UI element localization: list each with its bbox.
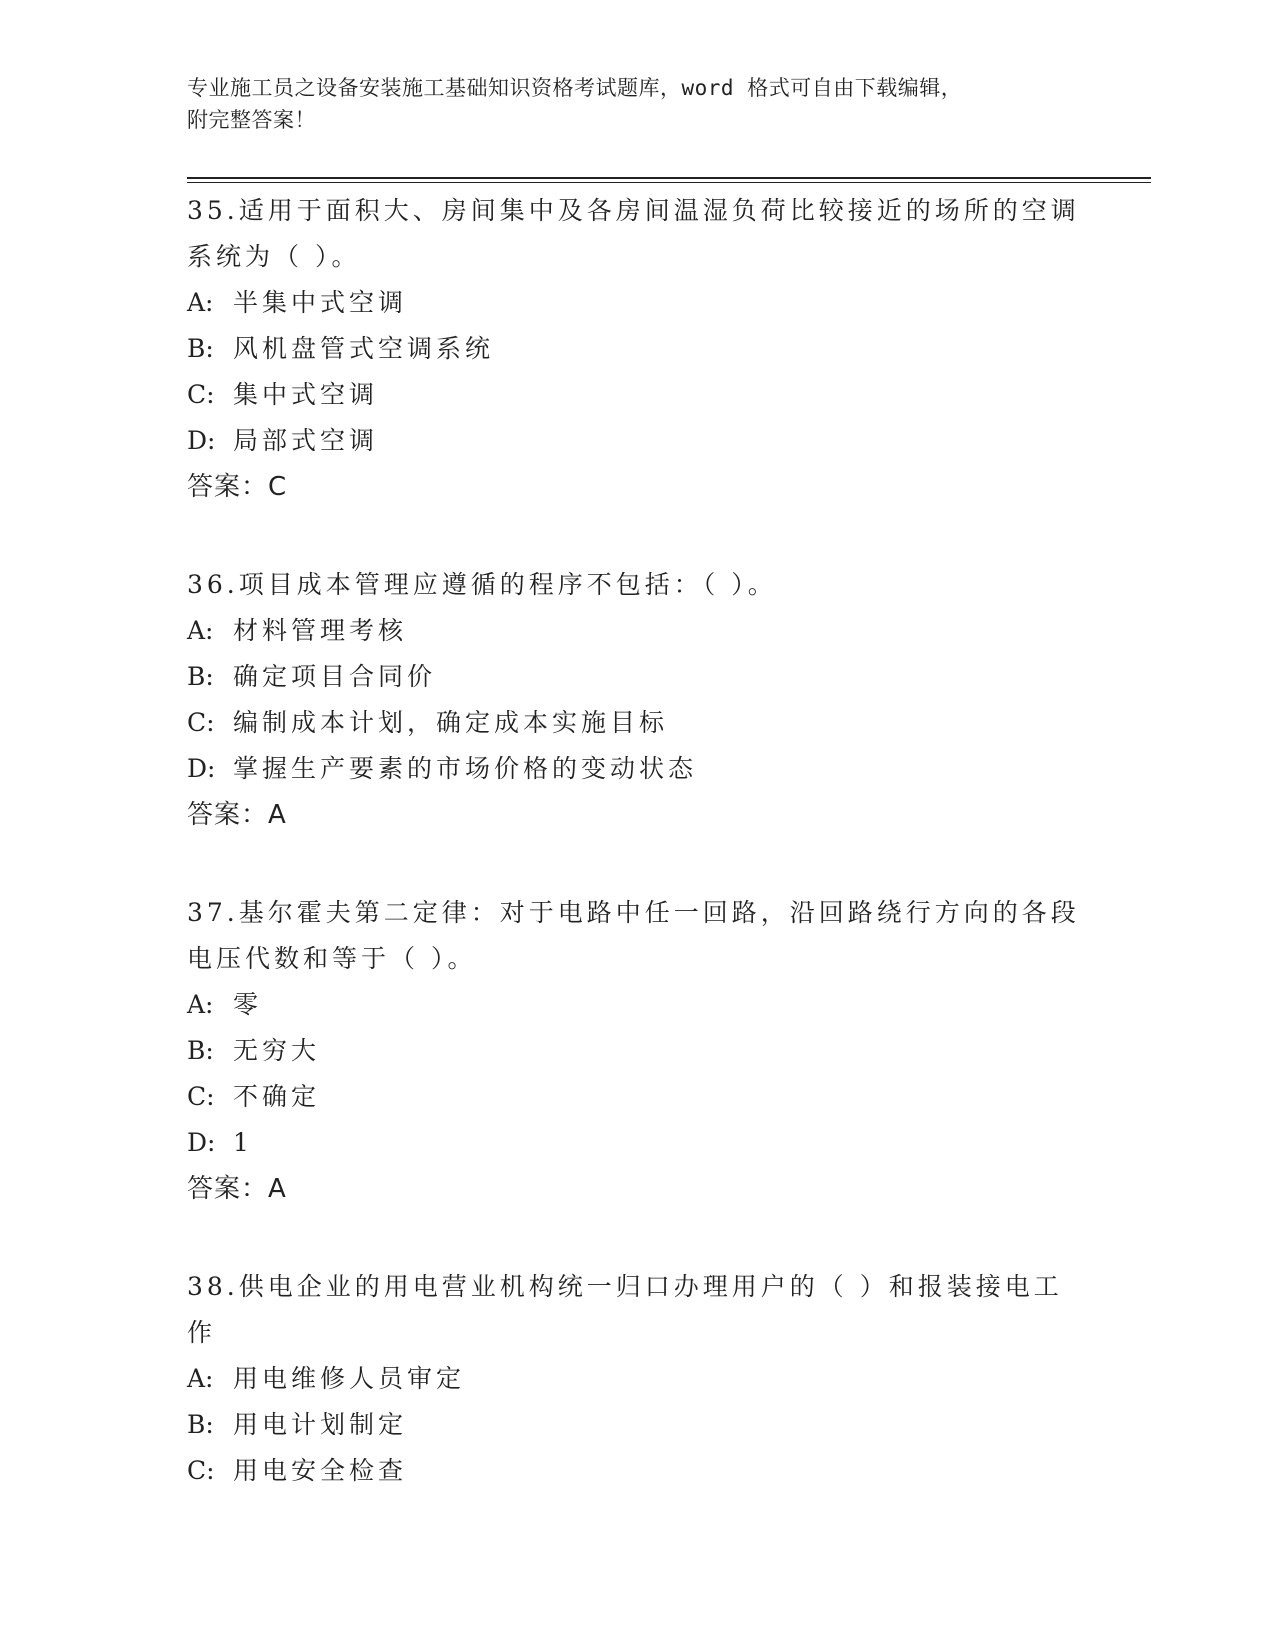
option-text: 无穷大 — [233, 1036, 321, 1065]
header-line-1: 专业施工员之设备安装施工基础知识资格考试题库，word 格式可自由下载编辑， — [187, 76, 963, 100]
option-a — [187, 1356, 1087, 1402]
option-letter: D: — [187, 1128, 216, 1157]
option-c — [187, 1448, 1087, 1494]
option-letter: A: — [187, 288, 214, 317]
question-stem-line: 37.基尔霍夫第二定律：对于电路中任一回路，沿回路绕行方向的各段 — [187, 898, 1080, 927]
option-text: 用电计划制定 — [233, 1410, 408, 1439]
header-line-2: 附完整答案！ — [187, 108, 316, 132]
option-text: 风机盘管式空调系统 — [233, 334, 495, 363]
question-list — [187, 188, 1087, 1546]
option-a — [187, 608, 1087, 654]
question-35 — [187, 188, 1087, 510]
answer-line: 答案：A — [187, 800, 287, 830]
option-d — [187, 418, 1087, 464]
option-letter: A: — [187, 616, 214, 645]
option-letter: A: — [187, 1364, 214, 1393]
option-text: 确定项目合同价 — [233, 662, 437, 691]
option-a — [187, 982, 1087, 1028]
option-text: 编制成本计划，确定成本实施目标 — [233, 708, 669, 737]
option-letter: C: — [187, 380, 215, 409]
option-text: 不确定 — [233, 1082, 321, 1111]
document-header — [187, 72, 1067, 136]
question-stem-line: 作 — [187, 1318, 217, 1347]
option-text: 材料管理考核 — [233, 616, 408, 645]
question-stem-line: 35.适用于面积大、房间集中及各房间温湿负荷比较接近的场所的空调 — [187, 196, 1080, 225]
option-text: 集中式空调 — [233, 380, 379, 409]
option-c — [187, 372, 1087, 418]
option-letter: B: — [187, 1036, 214, 1065]
option-letter: D: — [187, 426, 216, 455]
question-stem-line: 系统为（ ）。 — [187, 242, 361, 271]
option-letter: A: — [187, 990, 214, 1019]
option-d — [187, 1120, 1087, 1166]
question-stem-line: 36.项目成本管理应遵循的程序不包括：（ ）。 — [187, 570, 777, 599]
option-b — [187, 654, 1087, 700]
option-letter: C: — [187, 1456, 215, 1485]
option-letter: D: — [187, 754, 216, 783]
option-c — [187, 1074, 1087, 1120]
option-b — [187, 1402, 1087, 1448]
option-b — [187, 1028, 1087, 1074]
option-letter: C: — [187, 708, 215, 737]
option-c — [187, 700, 1087, 746]
header-divider-thin — [187, 182, 1151, 183]
option-d — [187, 746, 1087, 792]
question-36 — [187, 562, 1087, 838]
option-text: 零 — [233, 990, 263, 1019]
option-letter: B: — [187, 334, 214, 363]
option-text: 1 — [233, 1128, 253, 1157]
option-letter: B: — [187, 662, 214, 691]
answer-line: 答案：C — [187, 472, 288, 502]
option-text: 局部式空调 — [233, 426, 379, 455]
option-b — [187, 326, 1087, 372]
answer-line: 答案：A — [187, 1174, 287, 1204]
question-38 — [187, 1264, 1087, 1494]
option-text: 半集中式空调 — [233, 288, 408, 317]
option-letter: B: — [187, 1410, 214, 1439]
question-37 — [187, 890, 1087, 1212]
header-divider-thick — [187, 177, 1151, 179]
question-stem-line: 38.供电企业的用电营业机构统一归口办理用户的（ ）和报装接电工 — [187, 1272, 1063, 1301]
option-text: 用电维修人员审定 — [233, 1364, 466, 1393]
question-stem-line: 电压代数和等于（ ）。 — [187, 944, 477, 973]
option-text: 用电安全检查 — [233, 1456, 408, 1485]
option-letter: C: — [187, 1082, 215, 1111]
option-text: 掌握生产要素的市场价格的变动状态 — [233, 754, 698, 783]
option-a — [187, 280, 1087, 326]
